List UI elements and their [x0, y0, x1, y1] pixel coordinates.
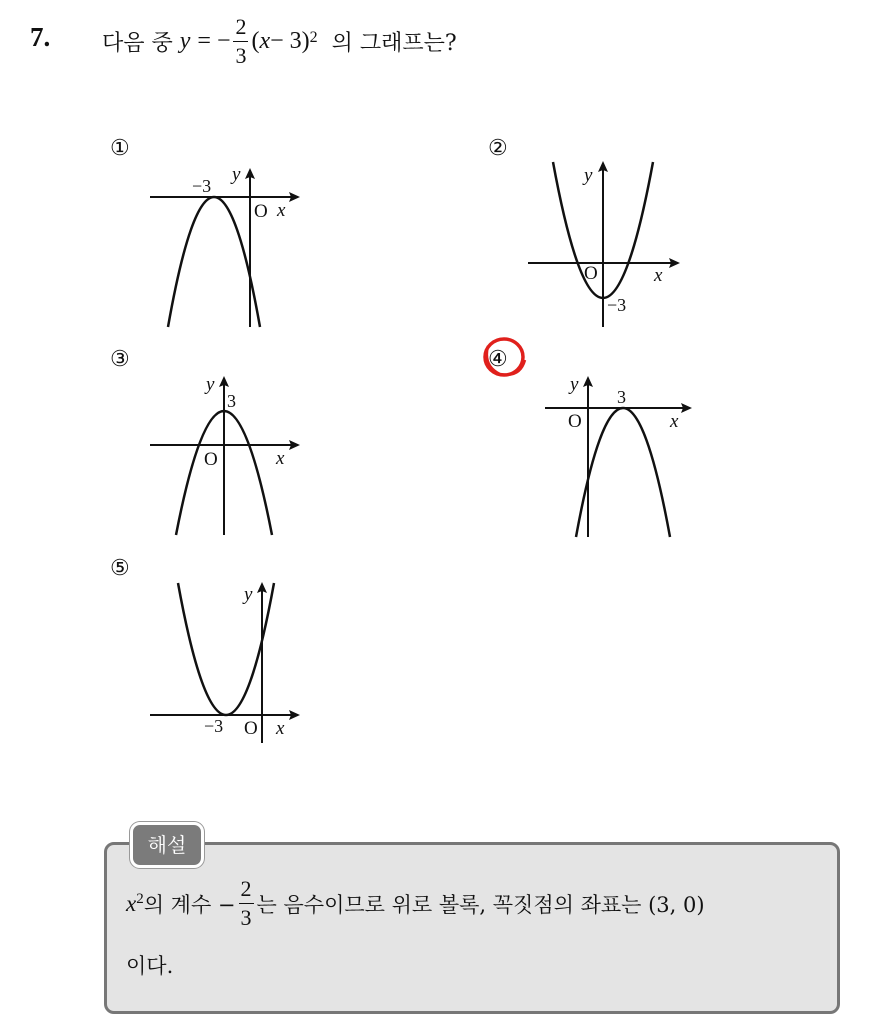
graph4-x-label: x — [670, 411, 679, 432]
var-x: x — [259, 28, 271, 54]
explanation-tag: 해설 — [130, 822, 204, 868]
graph2-vertex-label: −3 — [607, 295, 627, 315]
graph1-vertex-label: −3 — [192, 176, 212, 196]
option-5-graph — [140, 578, 310, 748]
graph5-origin-label: O — [244, 718, 258, 739]
graph3-vertex-label: 3 — [227, 391, 236, 411]
exponent: 2 — [309, 28, 318, 46]
graph4-y-label: y — [570, 374, 579, 395]
question-suffix: 의 그래프는? — [331, 31, 457, 56]
exp-fraction — [239, 878, 254, 929]
graph2-origin-label: O — [584, 263, 598, 284]
question-text — [102, 16, 457, 67]
question-prefix: 다음 중 — [102, 31, 173, 56]
graph5-vertex-label: −3 — [204, 716, 224, 736]
frac-numerator: 2 — [235, 14, 247, 39]
paren-rest: − 3) — [270, 28, 310, 54]
graph3-x-label: x — [276, 448, 285, 469]
exp-exponent: 2 — [136, 891, 144, 907]
graph4-origin-label: O — [568, 411, 582, 432]
option-3-label[interactable]: ③ — [110, 347, 130, 372]
paren-open: ( — [251, 28, 260, 54]
graph3-y-label: y — [206, 374, 215, 395]
exp-var-x: x — [126, 890, 137, 916]
graph3-origin-label: O — [204, 449, 218, 470]
option-3-graph — [140, 370, 310, 540]
option-4-label[interactable]: ④ — [488, 347, 508, 372]
question-fraction — [233, 16, 248, 67]
question-number: 7. — [30, 22, 51, 52]
explanation-line-1 — [126, 878, 705, 929]
option-2-graph — [520, 155, 690, 335]
option-2-label[interactable]: ② — [488, 136, 508, 161]
graph5-y-label: y — [244, 584, 253, 605]
graph2-x-label: x — [654, 265, 663, 286]
option-5-label[interactable]: ⑤ — [110, 556, 130, 581]
graph4-vertex-label: 3 — [617, 387, 626, 407]
option-1-graph — [140, 150, 310, 335]
exp-part1: 의 계수 − — [143, 892, 236, 917]
eq-minus: = − — [197, 28, 231, 54]
option-4-graph — [540, 372, 710, 542]
graph1-y-label: y — [232, 164, 241, 185]
exp-frac-denominator: 3 — [240, 905, 252, 930]
option-1-label[interactable]: ① — [110, 136, 130, 161]
frac-denominator: 3 — [235, 43, 247, 68]
exp-part2: 는 음수이므로 위로 볼록, 꼭짓점의 좌표는 (3, 0) — [256, 892, 705, 917]
var-y: y — [179, 28, 191, 54]
graph1-x-label: x — [277, 200, 286, 221]
graph5-x-label: x — [276, 718, 285, 739]
exp-frac-numerator: 2 — [240, 876, 252, 901]
explanation-line-2: 이다. — [126, 954, 174, 978]
graph2-y-label: y — [584, 165, 593, 186]
graph1-origin-label: O — [254, 201, 268, 222]
